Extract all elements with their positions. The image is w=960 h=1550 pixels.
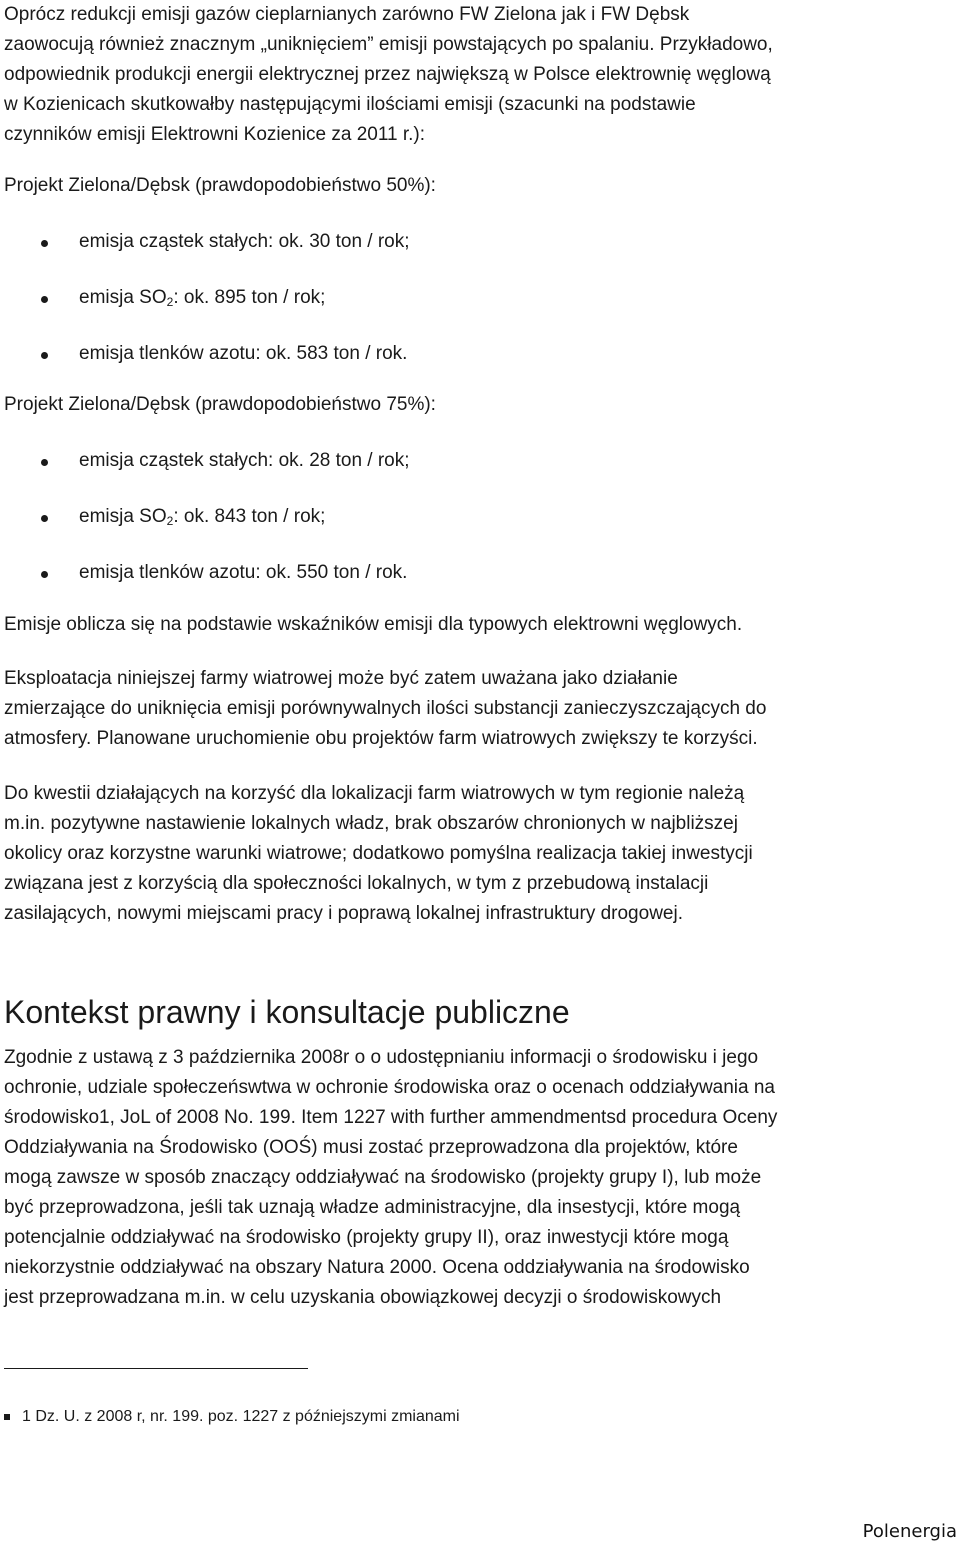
emissions-note: Emisje oblicza się na podstawie wskaźników emisji dla typowych elektrowni węglowych. [4, 614, 743, 635]
bullet-dot-icon [41, 296, 48, 303]
bullet-dot-icon [41, 240, 48, 247]
legal-paragraph: Zgodnie z ustawą z 3 października 2008r o o udostępnianiu informacji o środowisku i jego ochronie, udziale społeczeńswtwa w ochronie środowiska oraz o ocenach oddziaływania na środowisko1, JoL of 2008 No. 199. Item 1227 with further ammendmentsd procedura Oceny Oddziaływania na Środowisko (OOŚ) musi zostać przeprowadzona dla projektów, które mogą zawsze w sposób znaczący oddziaływać na środowisko (projekty grupy I), lub może być przeprowadzona, jeśli tak uznają władze administracyjne, dla insestycji, które mogą potencjalnie oddziaływać na środowisko (projekty grupy II), oraz inwestycji które mogą niekorzystnie oddziaływać na obszary Natura 2000. Ocena oddziaływania na środowisko jest przeprowadzana m.in. w celu uzyskania obowiązkowej decyzji o środowiskowych [4, 1047, 778, 1308]
bullet-dot-icon [41, 459, 48, 466]
bullet-dot-icon [41, 352, 48, 359]
footer-brand: Polenergia [862, 1521, 957, 1542]
bullet-dot-icon [41, 571, 48, 578]
footnote-divider [4, 1368, 308, 1369]
location-paragraph: Do kwestii działających na korzyść dla lokalizacji farm wiatrowych w tym regionie należą m.in. pozytywne nastawienie lokalnych władz, brak obszarów chronionych w najbliższej okolicy oraz korzystne warunki wiatrowe; dodatkowo pomyślna realizacja takiej inwestycji związana jest z korzyścią dla społeczności lokalnych, w tym z przebudową instalacji zasilających, nowymi miejscami pracy i poprawą lokalnej infrastruktury drogowej. [4, 783, 753, 924]
project-75-heading: Projekt Zielona/Dębsk (prawdopodobieństwo 75%): [4, 394, 436, 415]
footnote-square-icon [4, 1414, 10, 1420]
bullet-dot-icon [41, 515, 48, 522]
section-title: Kontekst prawny i konsultacje publiczne [4, 994, 570, 1030]
exploitation-paragraph: Eksploatacja niniejszej farmy wiatrowej może być zatem uważana jako działanie zmierzające do uniknięcia emisji porównywalnych ilości substancji zanieczyszczających do atmosfery. Planowane uruchomienie obu projektów farm wiatrowych zwiększy te korzyści. [4, 668, 767, 749]
project-50-heading: Projekt Zielona/Dębsk (prawdopodobieństwo 50%): [4, 175, 436, 196]
document-page: Oprócz redukcji emisji gazów cieplarnianych zarówno FW Zielona jak i FW Dębsk zaowocują również znacznym „uniknięciem” emisji powstających po spalaniu. Przykładowo, odpowiednik produkcji energii elektrycznej przez największą w Polsce elektrownię węglową w Kozienicach skutkowałby następującymi ilościami emisji (szacunki na podstawie czynników emisji Elektrowni Kozienice za 2011 r.): Projekt Zielona/Dębsk (prawdopodobieństwo 50%): emisja cząstek stałych: ok. 30 ton / rok; emisja $SO_2$: ok. 895 ton / rok; emisja tlenków azotu: ok. 583 ton / rok. Projekt Zielona/Dębsk (prawdopodobieństwo 75%): emisja cząstek stałych: ok. 28 ton / rok; emisja $SO_2$: ok. 843 ton / rok; emisja tlenków azotu: ok. 550 ton / rok. Emisje oblicza się na podstawie wskaźników emisji dla typowych elektrowni węglowych. Eksploatacja niniejszej farmy wiatrowej może być zatem uważana jako działanie zmierzające do uniknięcia emisji porównywalnych ilości substancji zanieczyszczających do atmosfery. Planowane uruchomienie obu projektów farm wiatrowych zwiększy te korzyści. Do kwestii działających na korzyść dla lokalizacji farm wiatrowych w tym regionie należą m.in. pozytywne nastawienie lokalnych władz, brak obszarów chronionych w najbliższej okolicy oraz korzystne warunki wiatrowe; dodatkowo pomyślna realizacja takiej inwestycji związana jest z korzyścią dla społeczności lokalnych, w tym z przebudową instalacji zasilających, nowymi miejscami pracy i poprawą lokalnej infrastruktury drogowej. Kontekst prawny i konsultacje publiczne Zgodnie z ustawą z 3 października 2008r o o udostępnianiu informacji o środowisku i jego ochronie, udziale społeczeńswtwa w ochronie środowiska oraz o ocenach oddziaływania na środowisko1, JoL of 2008 No. 199. Item 1227 with further ammendmentsd procedura Oceny Oddziaływania na Środowisko (OOŚ) musi zostać przeprowadzona dla projektów, które mogą zawsze w sposób znaczący oddziaływać na środowisko (projekty grupy I), lub może być przeprowadzona, jeśli tak uznają władze administracyjne, dla insestycji, które mogą potencjalnie oddziaływać na środowisko (projekty grupy II), oraz inwestycji które mogą niekorzystnie oddziaływać na obszary Natura 2000. Ocena oddziaływania na środowisko jest przeprowadzana m.in. w celu uzyskania obowiązkowej decyzji o środowiskowych 1 Dz. U. z 2008 r, nr. 199. poz. 1227 z późniejszymi zmianami Polenergia [0, 0, 960, 1550]
intro-paragraph: Oprócz redukcji emisji gazów cieplarnianych zarówno FW Zielona jak i FW Dębsk zaowocują również znacznym „uniknięciem” emisji powstających po spalaniu. Przykładowo, odpowiednik produkcji energii elektrycznej przez największą w Polsce elektrownię węglową w Kozienicach skutkowałby następującymi ilościami emisji (szacunki na podstawie czynników emisji Elektrowni Kozienice za 2011 r.): [4, 4, 773, 145]
footnote-text: 1 Dz. U. z 2008 r, nr. 199. poz. 1227 z późniejszymi zmianami [22, 1408, 460, 1425]
